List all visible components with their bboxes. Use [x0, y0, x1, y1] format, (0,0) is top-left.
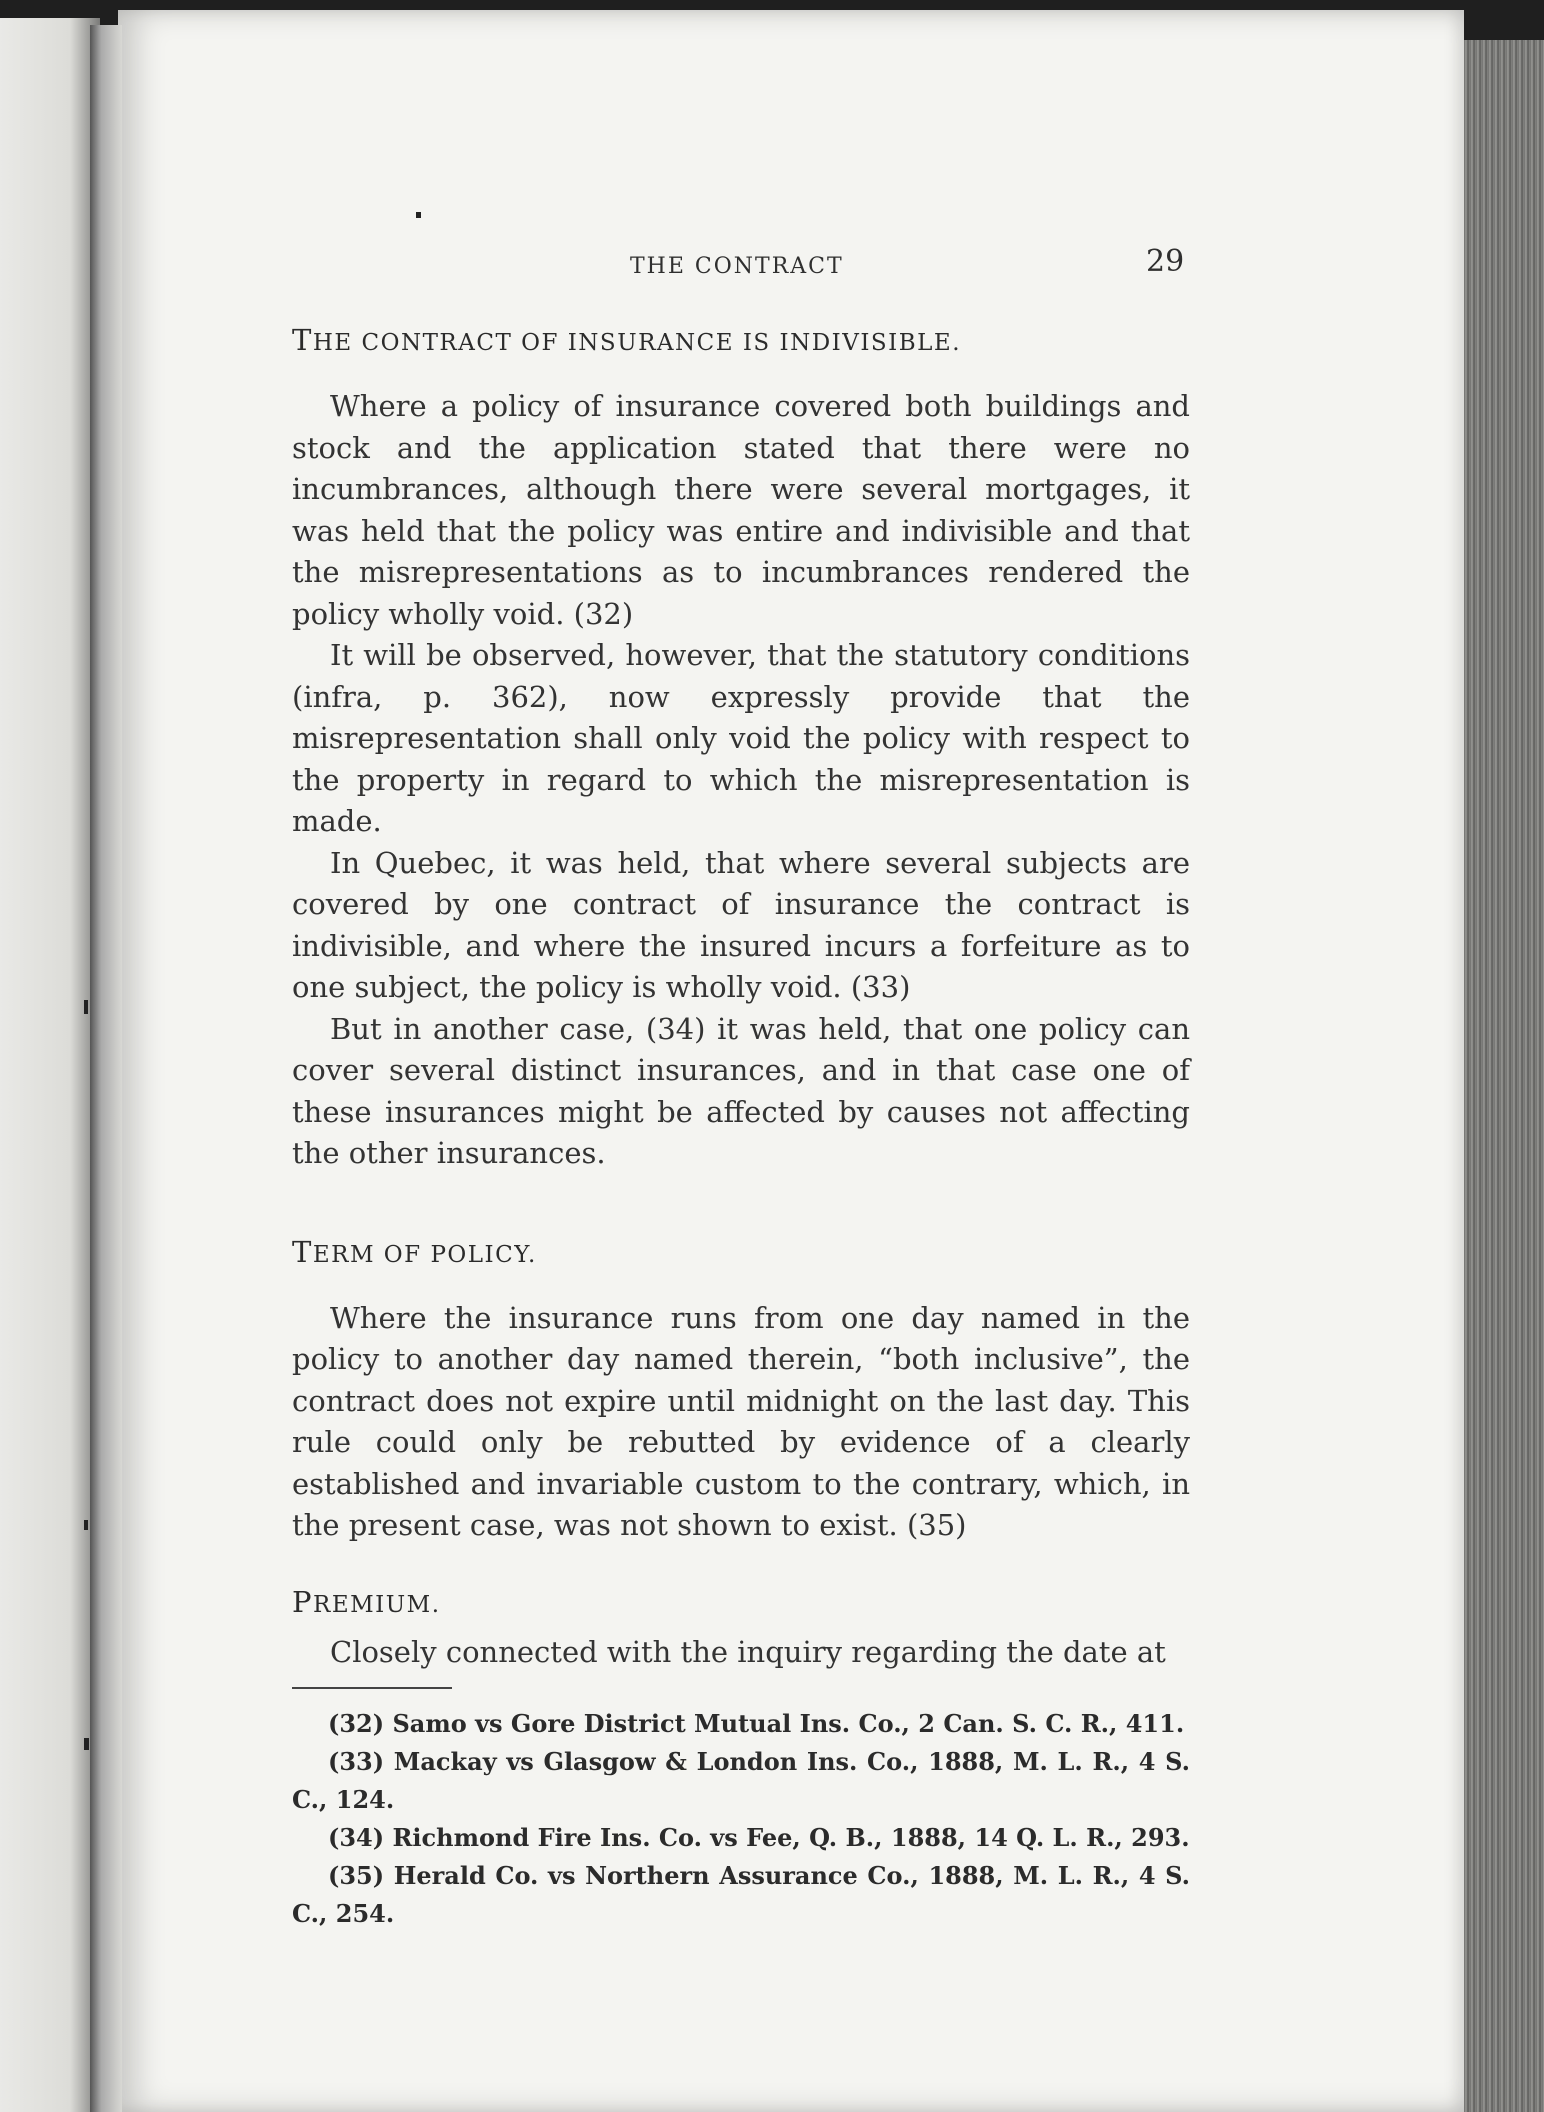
book-gutter — [90, 25, 122, 2112]
paragraph: Where a policy of insurance covered both buildings and stock and the application stated that there were no incumbrances, although there were several mortgages, it was held that the policy was entire and indivisible and that the misrepresentations as to incumbrances rendered the policy wholly void. (32) — [292, 389, 1190, 631]
footnote: (35) Herald Co. vs Northern Assurance Co., 1888, M. L. R., 4 S. C., 254. — [292, 1861, 1190, 1928]
footnote-rule — [292, 1687, 452, 1689]
page-number: 29 — [1146, 244, 1185, 279]
book-page-edges — [1458, 40, 1544, 2112]
margin-mark — [84, 1738, 89, 1750]
paragraph: In Quebec, it was held, that where several subjects are covered by one contract of insurance the contract is indivisible, and where the insured incurs a forfeiture as to one subject, the policy is wholly void. (33) — [292, 845, 1190, 1004]
ink-speck — [416, 212, 421, 218]
page-body — [292, 325, 1190, 1933]
margin-mark — [84, 1000, 88, 1014]
paragraph: Where the insurance runs from one day named in the policy to another day named therein, “both inclusive”, the contract does not expire until midnight on the last day. This rule could only be rebutted by evidence of a clearly established and invariable custom to the contrary, which, in the present case, was not shown to exist. (35) — [292, 1300, 1190, 1542]
footnote: (34) Richmond Fire Ins. Co. vs Fee, Q. B., 1888, 14 Q. L. R., 293. — [328, 1823, 1190, 1852]
footnotes — [292, 1705, 1190, 1933]
section-heading-premium: PREMIUM. — [292, 1584, 441, 1619]
paragraph: Closely connected with the inquiry regarding the date at — [330, 1634, 1166, 1669]
footnote: (32) Samo vs Gore District Mutual Ins. Co., 2 Can. S. C. R., 411. — [328, 1709, 1185, 1738]
section-heading-term: TERM OF POLICY. — [292, 1234, 537, 1269]
margin-mark — [84, 1520, 88, 1530]
section-heading-indivisible: THE CONTRACT OF INSURANCE IS INDIVISIBLE. — [292, 323, 962, 357]
paragraph: But in another case, (34) it was held, that one policy can cover several distinct insurances, and in that case one of these insurances might be affected by causes not affecting the other insurances. — [292, 1011, 1190, 1170]
running-head: THE CONTRACT — [630, 254, 844, 279]
footnote: (33) Mackay vs Glasgow & London Ins. Co., 1888, M. L. R., 4 S. C., 124. — [292, 1747, 1190, 1814]
facing-page-edge — [0, 18, 100, 2112]
paragraph: It will be observed, however, that the statutory conditions (infra, p. 362), now expressly provide that the misrepresentation shall only void the policy with respect to the property in regard to which the misrepresentation is made. — [292, 638, 1190, 838]
